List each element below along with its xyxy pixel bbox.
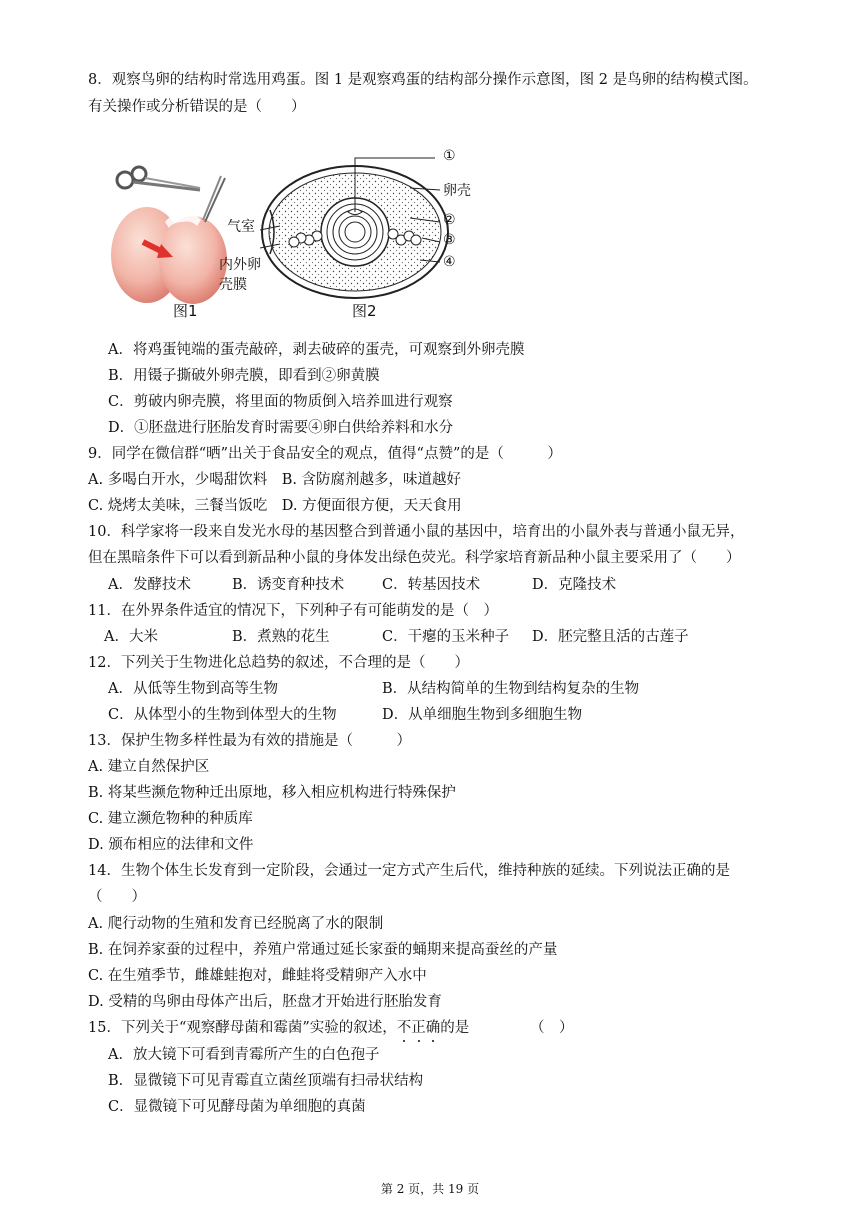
figure1-caption: 图1 bbox=[173, 302, 198, 320]
q8-figure bbox=[105, 148, 471, 330]
label-shell-membrane-1: 内外卵 bbox=[219, 257, 261, 273]
q9-options-cd: C. 烧烤太美味，三餐当饭吃 D. 方便面很方便，天天食用 bbox=[88, 498, 462, 514]
emphasis-char: 不 bbox=[397, 1020, 412, 1036]
q12-option-a: A．从低等生物到高等生物 bbox=[108, 681, 278, 697]
q10-option-a: A．发酵技术 bbox=[108, 577, 191, 593]
q15-stem-text: 15．下列关于“观察酵母菌和霉菌”实验的叙述， bbox=[88, 1020, 397, 1036]
label-shell-membrane-2: 壳膜 bbox=[219, 277, 247, 293]
q13-option-b: B. 将某些濒危物种迁出原地，移入相应机构进行特殊保护 bbox=[88, 785, 456, 801]
q13-stem: 13．保护生物多样性最为有效的措施是（ ） bbox=[88, 733, 411, 749]
bird-egg-structure-diagram bbox=[260, 150, 465, 300]
label-3: ③ bbox=[443, 232, 456, 248]
q14-option-d: D. 受精的鸟卵由母体产出后，胚盘才开始进行胚胎发育 bbox=[88, 994, 442, 1010]
q8-stem-line2: 有关操作或分析错误的是（ ） bbox=[88, 99, 306, 115]
q15-option-b: B．显微镜下可见青霉直立菌丝顶端有扫帚状结构 bbox=[108, 1073, 424, 1089]
q11-stem: 11．在外界条件适宜的情况下，下列种子有可能萌发的是（ ） bbox=[88, 603, 498, 619]
q14-stem-line1: 14．生物个体生长发育到一定阶段，会通过一定方式产生后代，维持种族的延续。下列说法正确的是 bbox=[88, 863, 730, 879]
q15-stem bbox=[88, 1018, 469, 1038]
q13-option-a: A. 建立自然保护区 bbox=[88, 759, 210, 775]
q11-option-b: B．煮熟的花生 bbox=[232, 629, 330, 645]
q14-stem-line2: （ ） bbox=[88, 889, 146, 905]
q8-option-b: B．用镊子撕破外卵壳膜，即看到②卵黄膜 bbox=[108, 368, 380, 384]
label-2: ② bbox=[443, 212, 456, 228]
egg-operation-illustration bbox=[105, 160, 235, 310]
q9-options-ab: A. 多喝白开水，少喝甜饮料 B. 含防腐剂越多，味道越好 bbox=[88, 472, 462, 488]
emphasis-char: 确 bbox=[426, 1020, 441, 1036]
q14-option-b: B. 在饲养家蚕的过程中，养殖户常通过延长家蚕的蛹期来提高蚕丝的产量 bbox=[88, 942, 558, 958]
emphasis-char: 正 bbox=[411, 1020, 426, 1036]
q8-option-d: D．①胚盘进行胚胎发育时需要④卵白供给养料和水分 bbox=[108, 420, 454, 436]
q10-option-c: C．转基因技术 bbox=[382, 577, 481, 593]
q13-option-c: C. 建立濒危物种的种质库 bbox=[88, 811, 253, 827]
label-eggshell: 卵壳 bbox=[443, 183, 471, 199]
q10-option-d: D．克隆技术 bbox=[532, 577, 617, 593]
q12-option-d: D．从单细胞生物到多细胞生物 bbox=[382, 707, 583, 723]
page-footer: 第 2 页，共 19 页 bbox=[380, 1182, 480, 1196]
q12-option-b: B．从结构简单的生物到结构复杂的生物 bbox=[382, 681, 640, 697]
q11-option-c: C．干瘪的玉米种子 bbox=[382, 629, 510, 645]
q9-stem: 9．同学在微信群“晒”出关于食品安全的观点，值得“点赞”的是（ ） bbox=[88, 446, 562, 462]
q8-option-a: A．将鸡蛋钝端的蛋壳敲碎，剥去破碎的蛋壳，可观察到外卵壳膜 bbox=[108, 342, 525, 358]
q15-answer-paren: （ ） bbox=[530, 1020, 574, 1036]
q14-option-a: A. 爬行动物的生殖和发育已经脱离了水的限制 bbox=[88, 916, 384, 932]
label-air-chamber: 气室 bbox=[227, 219, 255, 235]
q12-option-c: C．从体型小的生物到体型大的生物 bbox=[108, 707, 337, 723]
q10-stem-line1: 10．科学家将一段来自发光水母的基因整合到普通小鼠的基因中，培育出的小鼠外表与普通小鼠无异， bbox=[88, 524, 745, 540]
q15-option-c: C．显微镜下可见酵母菌为单细胞的真菌 bbox=[108, 1099, 366, 1115]
q15-stem-end: 的是 bbox=[440, 1020, 470, 1036]
q13-option-d: D. 颁布相应的法律和文件 bbox=[88, 837, 254, 853]
q10-option-b: B．诱变育种技术 bbox=[232, 577, 345, 593]
q10-stem-line2: 但在黑暗条件下可以看到新品种小鼠的身体发出绿色荧光。科学家培育新品种小鼠主要采用了（ ） bbox=[88, 550, 741, 566]
q14-option-c: C. 在生殖季节，雌雄蛙抱对，雌蛙将受精卵产入水中 bbox=[88, 968, 427, 984]
label-4: ④ bbox=[443, 254, 456, 270]
label-1: ① bbox=[443, 148, 456, 164]
q8-stem-line1: 8．观察鸟卵的结构时常选用鸡蛋。图 1 是观察鸡蛋的结构部分操作示意图，图 2 是鸟卵的结构模式图。 bbox=[88, 72, 758, 88]
q8-option-c: C．剪破内卵壳膜，将里面的物质倒入培养皿进行观察 bbox=[108, 394, 453, 410]
q15-option-a: A．放大镜下可看到青霉所产生的白色孢子 bbox=[108, 1047, 380, 1063]
q12-stem: 12．下列关于生物进化总趋势的叙述，不合理的是（ ） bbox=[88, 655, 469, 671]
figure2-caption: 图2 bbox=[352, 302, 377, 320]
q11-option-a: A．大米 bbox=[104, 629, 158, 645]
q11-option-d: D．胚完整且活的古莲子 bbox=[532, 629, 689, 645]
